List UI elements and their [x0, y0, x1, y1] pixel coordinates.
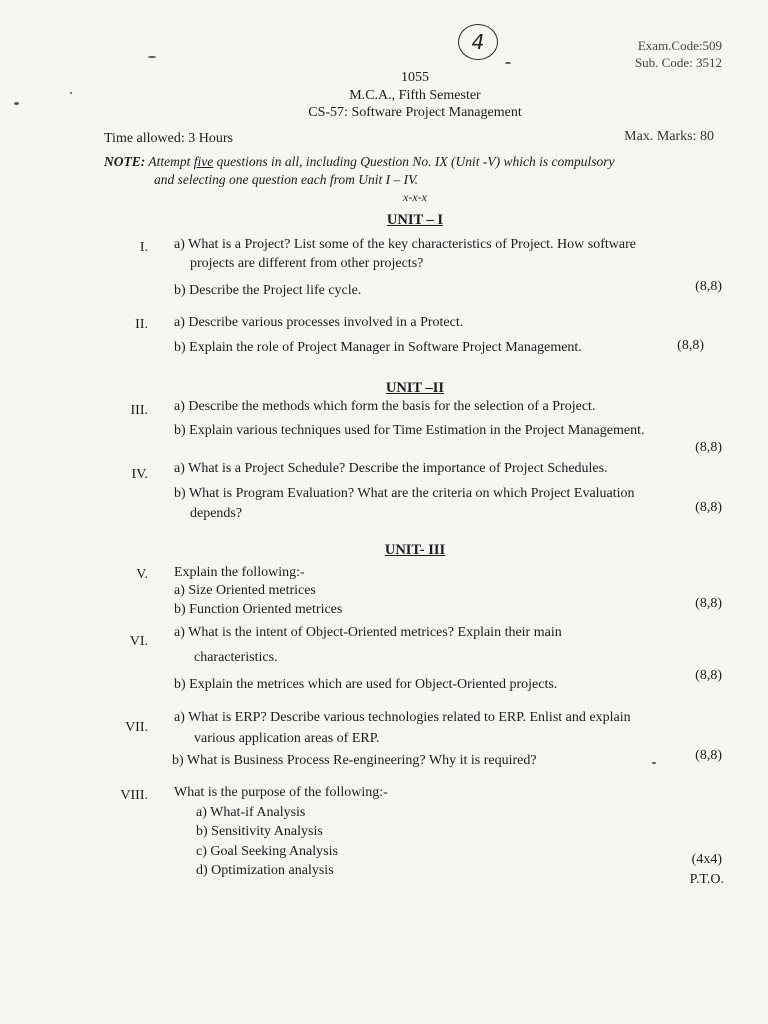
- page-number-circled: 4: [458, 24, 498, 60]
- note-line-1: [104, 154, 614, 170]
- question-text: b) What is Program Evaluation? What are the criteria on which Project Evaluation: [174, 486, 635, 501]
- question-text: depends?: [190, 506, 243, 521]
- separator: x-x-x: [403, 190, 427, 204]
- question-number: VI.: [129, 634, 148, 649]
- time-allowed: Time allowed: 3 Hours: [104, 131, 233, 146]
- unit-3-heading: UNIT- III: [384, 542, 446, 558]
- question-text: b) Sensitivity Analysis: [196, 824, 323, 839]
- note-text-post: questions in all, including Question No. IX (Unit -V) which is compulsory: [213, 154, 615, 169]
- question-text: b) What is Business Process Re-engineering? Why it is required?: [172, 753, 537, 768]
- note-line-2: and selecting one question each from Unit I – IV.: [154, 172, 418, 187]
- question-text: projects are different from other projects?: [190, 256, 424, 271]
- question-number: I.: [139, 240, 148, 255]
- question-text: a) Size Oriented metrices: [174, 583, 316, 598]
- question-text: Explain the following:-: [174, 565, 305, 580]
- question-text: various application areas of ERP.: [194, 731, 380, 746]
- scan-speck: [148, 56, 156, 58]
- question-text: What is the purpose of the following:-: [174, 785, 388, 800]
- exam-code: Exam.Code:509: [637, 38, 722, 53]
- question-text: a) What-if Analysis: [196, 805, 306, 820]
- question-marks: (8,8): [677, 338, 704, 353]
- note-five: five: [193, 154, 214, 169]
- question-text: a) What is ERP? Describe various technologies related to ERP. Enlist and explain: [174, 710, 631, 725]
- question-text: d) Optimization analysis: [196, 863, 334, 878]
- question-text: a) Describe various processes involved in a Protect.: [174, 315, 464, 330]
- question-marks: (8,8): [695, 668, 722, 683]
- unit-2-heading: UNIT –II: [385, 380, 445, 396]
- question-text: b) Explain the role of Project Manager in Software Project Management.: [174, 340, 582, 355]
- pto-label: P.T.O.: [689, 872, 724, 887]
- note-text-pre: Attempt: [148, 154, 194, 169]
- question-number: IV.: [131, 467, 148, 482]
- question-marks: (4x4): [691, 852, 722, 867]
- question-text: b) Function Oriented metrices: [174, 602, 343, 617]
- question-number: II.: [135, 317, 148, 332]
- question-text: a) What is the intent of Object-Oriented metrices? Explain their main: [174, 625, 562, 640]
- question-text: b) Explain various techniques used for Time Estimation in the Project Management.: [174, 423, 645, 438]
- sub-code: Sub. Code: 3512: [634, 55, 722, 70]
- course-title: M.C.A., Fifth Semester: [349, 88, 481, 103]
- unit-1-heading: UNIT – I: [386, 212, 444, 228]
- scan-speck: [505, 62, 511, 64]
- note-label: NOTE:: [104, 154, 146, 169]
- question-text: b) Describe the Project life cycle.: [174, 283, 362, 298]
- question-number: III.: [130, 403, 148, 418]
- subject-title: CS-57: Software Project Management: [308, 105, 522, 120]
- question-marks: (8,8): [695, 748, 722, 763]
- question-text: c) Goal Seeking Analysis: [196, 844, 338, 859]
- question-text: characteristics.: [194, 650, 278, 665]
- question-marks: (8,8): [695, 440, 722, 455]
- question-text: a) What is a Project Schedule? Describe the importance of Project Schedules.: [174, 461, 608, 476]
- question-marks: (8,8): [695, 279, 722, 294]
- question-number: V.: [136, 567, 148, 582]
- question-number: VIII.: [120, 788, 148, 803]
- question-text: a) What is a Project? List some of the key characteristics of Project. How software: [174, 237, 636, 252]
- question-number: VII.: [125, 720, 148, 735]
- scan-speck: [652, 762, 656, 764]
- question-text: b) Explain the metrices which are used for Object-Oriented projects.: [174, 677, 558, 692]
- question-marks: (8,8): [695, 500, 722, 515]
- max-marks: Max. Marks: 80: [624, 129, 714, 144]
- paper-code: 1055: [401, 70, 429, 85]
- question-marks: (8,8): [695, 596, 722, 611]
- question-text: a) Describe the methods which form the basis for the selection of a Project.: [174, 399, 596, 414]
